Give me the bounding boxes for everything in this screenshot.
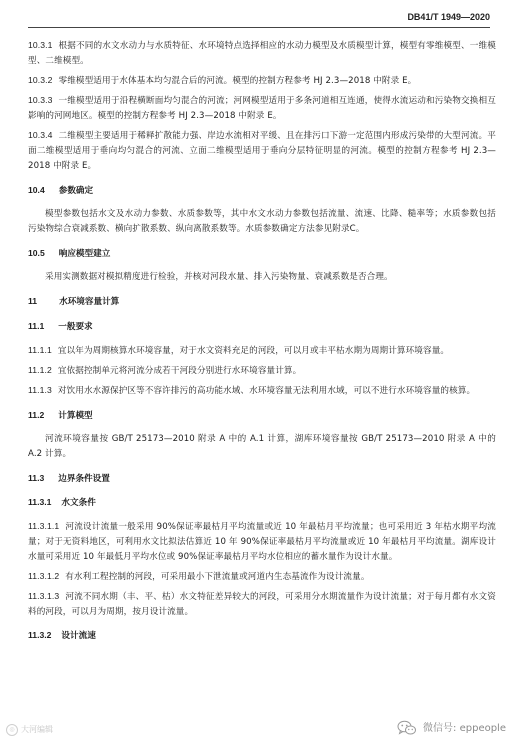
clause — [28, 93, 496, 124]
clause-number: 11.3.1 — [28, 497, 52, 507]
wechat-label: 微信号: eppeople — [423, 722, 506, 734]
clause-number: 11.1.3 — [28, 385, 52, 395]
clause-number: 11.3.1.2 — [28, 571, 60, 581]
document-body — [28, 38, 496, 652]
section-heading — [28, 471, 496, 487]
clause — [28, 73, 496, 89]
clause — [28, 589, 496, 620]
clause-text: 响应模型建立 — [58, 249, 111, 259]
clause — [28, 38, 496, 69]
clause-number: 11.1.1 — [28, 345, 52, 355]
clause-text: 边界条件设置 — [58, 474, 110, 484]
clause-number: 10.3.2 — [28, 75, 53, 85]
clause-number: 11.3 — [28, 473, 45, 483]
body-paragraph — [28, 432, 496, 462]
clause-text: 根据不同的水文水动力与水质特征、水环境特点选择相应的水动力模型及水质模型计算，模型有零维模型、一维模型、二维模型。 — [28, 41, 496, 66]
header-rule — [28, 27, 490, 28]
clause-number: 10.5 — [28, 248, 45, 258]
clause-number: 11.1 — [28, 321, 45, 331]
clause-number: 11.3.2 — [28, 630, 52, 640]
clause — [28, 519, 496, 565]
body-paragraph — [28, 207, 496, 237]
watermark-text: 大河编辑 — [21, 725, 53, 734]
clause-number: 11.2 — [28, 410, 45, 420]
clause-text: 河流环境容量按 GB/T 25173—2010 附录 A 中的 A.1 计算，湖库环境容量按 GB/T 25173—2010 附录 A 中的 A.2 计算。 — [28, 434, 496, 459]
body-paragraph — [28, 270, 496, 285]
clause-text: 采用实测数据对模拟精度进行检验，并核对河段水量、排入污染物量、衰减系数是否合理。 — [45, 272, 393, 282]
clause — [28, 383, 496, 399]
clause-number: 10.3.1 — [28, 40, 53, 50]
section-heading — [28, 408, 496, 424]
standard-code: DB41/T 1949—2020 — [407, 12, 490, 22]
clause-number: 10.4 — [28, 185, 45, 195]
subsection-heading — [28, 495, 496, 511]
clause-text: 一般要求 — [58, 322, 93, 332]
section-heading — [28, 319, 496, 335]
clause-text: 零维模型适用于水体基本均匀混合后的河流。模型的控制方程参考 HJ 2.3—2018 中附录 E。 — [58, 76, 417, 86]
clause-text: 对饮用水水源保护区等不容许排污的高功能水域、水环境容量无法利用水域，可以不进行水环境容量的核算。 — [57, 386, 476, 396]
clause-number: 11.1.2 — [28, 365, 52, 375]
clause-text: 有水利工程控制的河段，可采用最小下泄流量或河道内生态基流作为设计流量。 — [65, 572, 370, 582]
clause — [28, 569, 496, 585]
clause-text: 一维模型适用于沿程横断面均匀混合的河流；河网模型适用于多条河道相互连通，使得水流运动和污染物交换相互影响的河网地区。模型的控制方程参考 HJ 2.3—2018 中附录 E。 — [28, 96, 496, 121]
section-heading — [28, 246, 496, 262]
clause-text: 模型参数包括水文及水动力参数、水质参数等，其中水文水动力参数包括流量、流速、比降、糙率等；水质参数包括污染物综合衰减系数、横向扩散系数、纵向离散系数等。水质参数确定方法参见附录C。 — [28, 209, 496, 234]
watermark — [6, 722, 53, 737]
section-heading — [28, 183, 496, 199]
clause-text: 宜以年为周期核算水环境容量，对于水文资料充足的河段，可以月或丰平枯水期为周期计算环境容量。 — [57, 346, 450, 356]
clause-text: 计算模型 — [58, 411, 93, 421]
clause-text: 河流不同水期（丰、平、枯）水文特征差异较大的河段，可采用分水期流量作为设计流量；对于每月都有水文资料的河段，可以月为周期，按月设计流量。 — [28, 592, 496, 617]
wechat-icon — [397, 720, 417, 736]
clause-text: 水环境容量计算 — [59, 297, 120, 307]
clause — [28, 343, 496, 359]
clause-text: 设计流速 — [61, 631, 96, 641]
clause-text: 宜依据控制单元将河流分成若干河段分别进行水环境容量计算。 — [57, 366, 302, 376]
clause-number: 11 — [28, 296, 38, 306]
clause-text: 二维模型主要适用于稀释扩散能力强、岸边水流相对平缓、且在排污口下游一定范围内形成污染带的大型河流。平面二维模型适用于垂向均匀混合的河流、立面二维模型适用于垂向分层特征明显的河流。模型的控制方程参考 HJ 2.3—2018 中附录 E。 — [28, 131, 496, 171]
clause-text: 河流设计流量一般采用 90%保证率最枯月平均流量或近 10 年最枯月平均流量；也可采用近 3 年枯水期平均流量；对于无资料地区，可利用水文比拟法估算近 10 年 90%保证率最枯月平均流量或近 10 年最枯月平均流量。湖库设计水量可采用近 10 年最低月平均水位或 90%保证率最枯月平均水位相应的蓄水量作为设计水量。 — [28, 522, 496, 562]
clause-text: 水文条件 — [61, 498, 96, 508]
subsection-heading — [28, 628, 496, 644]
chapter-heading — [28, 294, 496, 310]
clause-number: 11.3.1.3 — [28, 591, 60, 601]
clause — [28, 363, 496, 379]
clause-text: 参数确定 — [58, 186, 94, 196]
wechat-badge — [397, 720, 506, 736]
clause-number: 11.3.1.1 — [28, 521, 60, 531]
watermark-logo-icon: ◎ — [6, 724, 18, 736]
clause-number: 10.3.3 — [28, 95, 53, 105]
clause-number: 10.3.4 — [28, 130, 53, 140]
clause — [28, 128, 496, 174]
